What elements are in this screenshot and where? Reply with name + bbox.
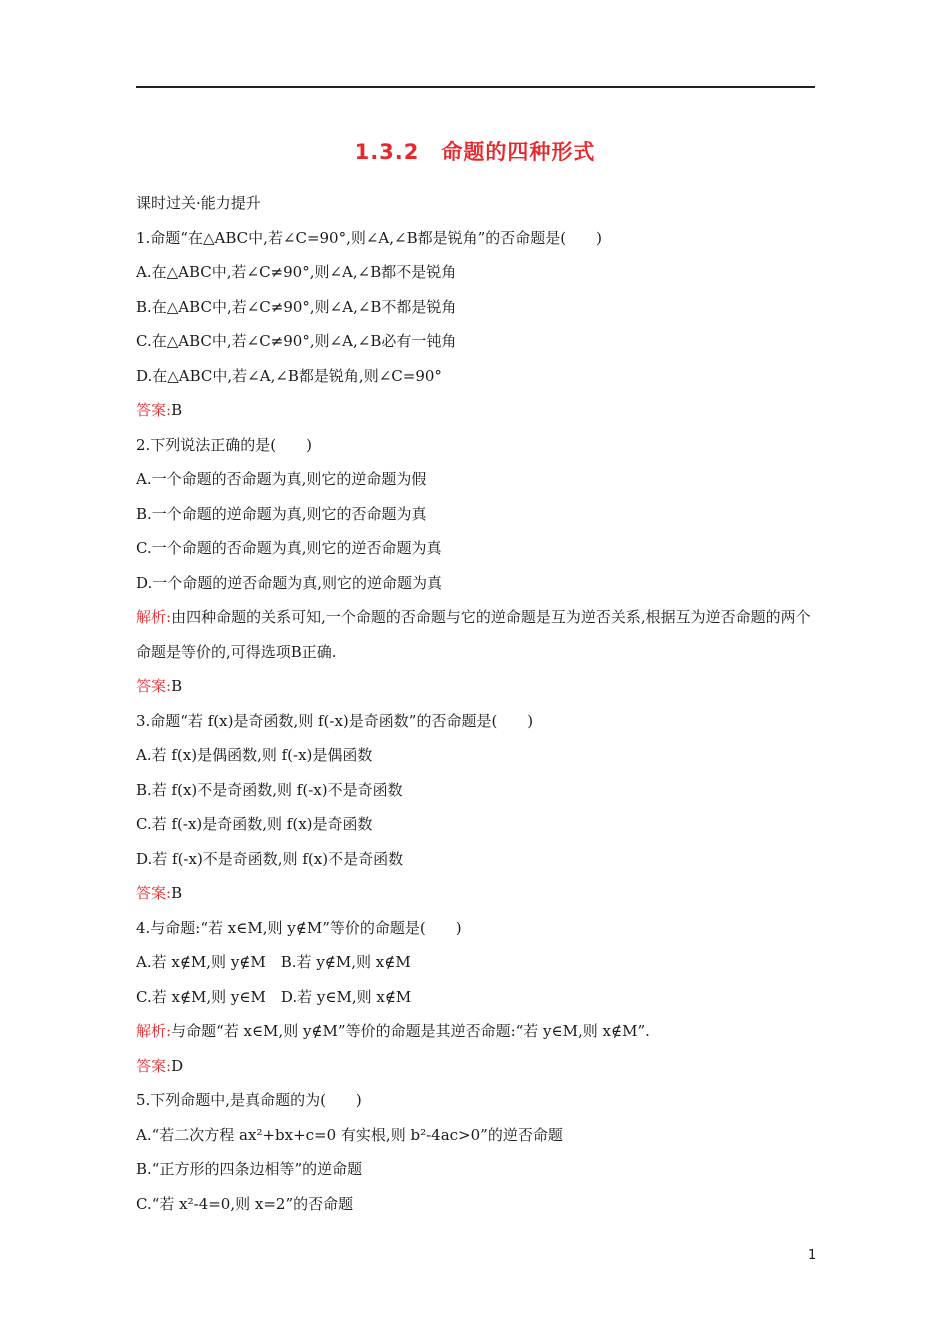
- answer-value: D: [171, 1056, 184, 1075]
- question-1-option-d: D.在△ABC中,若∠A,∠B都是锐角,则∠C=90°: [136, 366, 442, 385]
- question-2-option-a: A.一个命题的否命题为真,则它的逆命题为假: [136, 470, 427, 488]
- question-1-option-a: A.在△ABC中,若∠C≠90°,则∠A,∠B都不是锐角: [136, 263, 457, 281]
- question-2-analysis: [136, 600, 816, 669]
- section-heading: 课时过关·能力提升: [136, 194, 261, 212]
- question-1-answer: [136, 393, 816, 428]
- question-3-option-c: C.若 f(-x)是奇函数,则 f(x)是奇函数: [136, 815, 373, 833]
- analysis-text: 与命题“若 x∈M,则 y∉M”等价的命题是其逆否命题:“若 y∈M,则 x∉M”.: [171, 1022, 650, 1040]
- answer-label: 答案:: [136, 401, 172, 419]
- analysis-label: 解析:: [136, 608, 172, 626]
- header-rule: [136, 86, 815, 88]
- question-1-option-b: B.在△ABC中,若∠C≠90°,则∠A,∠B不都是锐角: [136, 297, 457, 316]
- question-4-options-cd: C.若 x∉M,则 y∈M D.若 y∈M,则 x∉M: [136, 987, 412, 1006]
- answer-label: 答案:: [136, 677, 172, 695]
- document-body: [136, 186, 816, 1221]
- question-5-stem: 5.下列命题中,是真命题的为( ): [136, 1091, 362, 1109]
- question-2-option-d: D.一个命题的逆否命题为真,则它的逆命题为真: [136, 573, 443, 592]
- question-2-stem: 2.下列说法正确的是( ): [136, 435, 313, 454]
- question-3-option-d: D.若 f(-x)不是奇函数,则 f(x)不是奇函数: [136, 849, 404, 868]
- question-5-option-b: B.“正方形的四条边相等”的逆命题: [136, 1160, 363, 1178]
- question-2-option-c: C.一个命题的否命题为真,则它的逆否命题为真: [136, 539, 442, 557]
- answer-value: B: [171, 677, 183, 695]
- question-3-answer: [136, 876, 816, 911]
- question-3-stem: 3.命题“若 f(x)是奇函数,则 f(-x)是奇函数”的否命题是( ): [136, 711, 534, 730]
- question-2-option-b: B.一个命题的逆命题为真,则它的否命题为真: [136, 504, 427, 523]
- question-4-stem: 4.与命题:“若 x∈M,则 y∉M”等价的命题是( ): [136, 918, 462, 937]
- page-title: 1.3.2 命题的四种形式: [354, 140, 596, 164]
- question-4-answer: [136, 1049, 816, 1084]
- answer-label: 答案:: [136, 1056, 172, 1075]
- question-3-option-a: A.若 f(x)是偶函数,则 f(-x)是偶函数: [136, 746, 373, 764]
- question-2-answer: [136, 669, 816, 704]
- question-5-option-c: C.“若 x²-4=0,则 x=2”的否命题: [136, 1194, 354, 1213]
- question-4-options-ab: A.若 x∉M,则 y∉M B.若 y∉M,则 x∉M: [136, 953, 411, 971]
- answer-label: 答案:: [136, 884, 172, 902]
- question-5-option-a: A.“若二次方程 ax²+bx+c=0 有实根,则 b²-4ac>0”的逆否命题: [136, 1125, 563, 1144]
- analysis-text: 由四种命题的关系可知,一个命题的否命题与它的逆命题是互为逆否关系,根据互为逆否命题的两个命题是等价的,可得选项B正确.: [136, 608, 811, 661]
- question-1-option-c: C.在△ABC中,若∠C≠90°,则∠A,∠B必有一钝角: [136, 332, 457, 350]
- answer-value: B: [171, 401, 183, 419]
- analysis-label: 解析:: [136, 1022, 172, 1040]
- answer-value: B: [171, 884, 183, 902]
- question-3-option-b: B.若 f(x)不是奇函数,则 f(-x)不是奇函数: [136, 780, 403, 799]
- question-4-analysis: [136, 1014, 816, 1049]
- page-number: 1: [808, 1248, 817, 1263]
- question-1-stem: 1.命题“在△ABC中,若∠C=90°,则∠A,∠B都是锐角”的否命题是( ): [136, 228, 602, 247]
